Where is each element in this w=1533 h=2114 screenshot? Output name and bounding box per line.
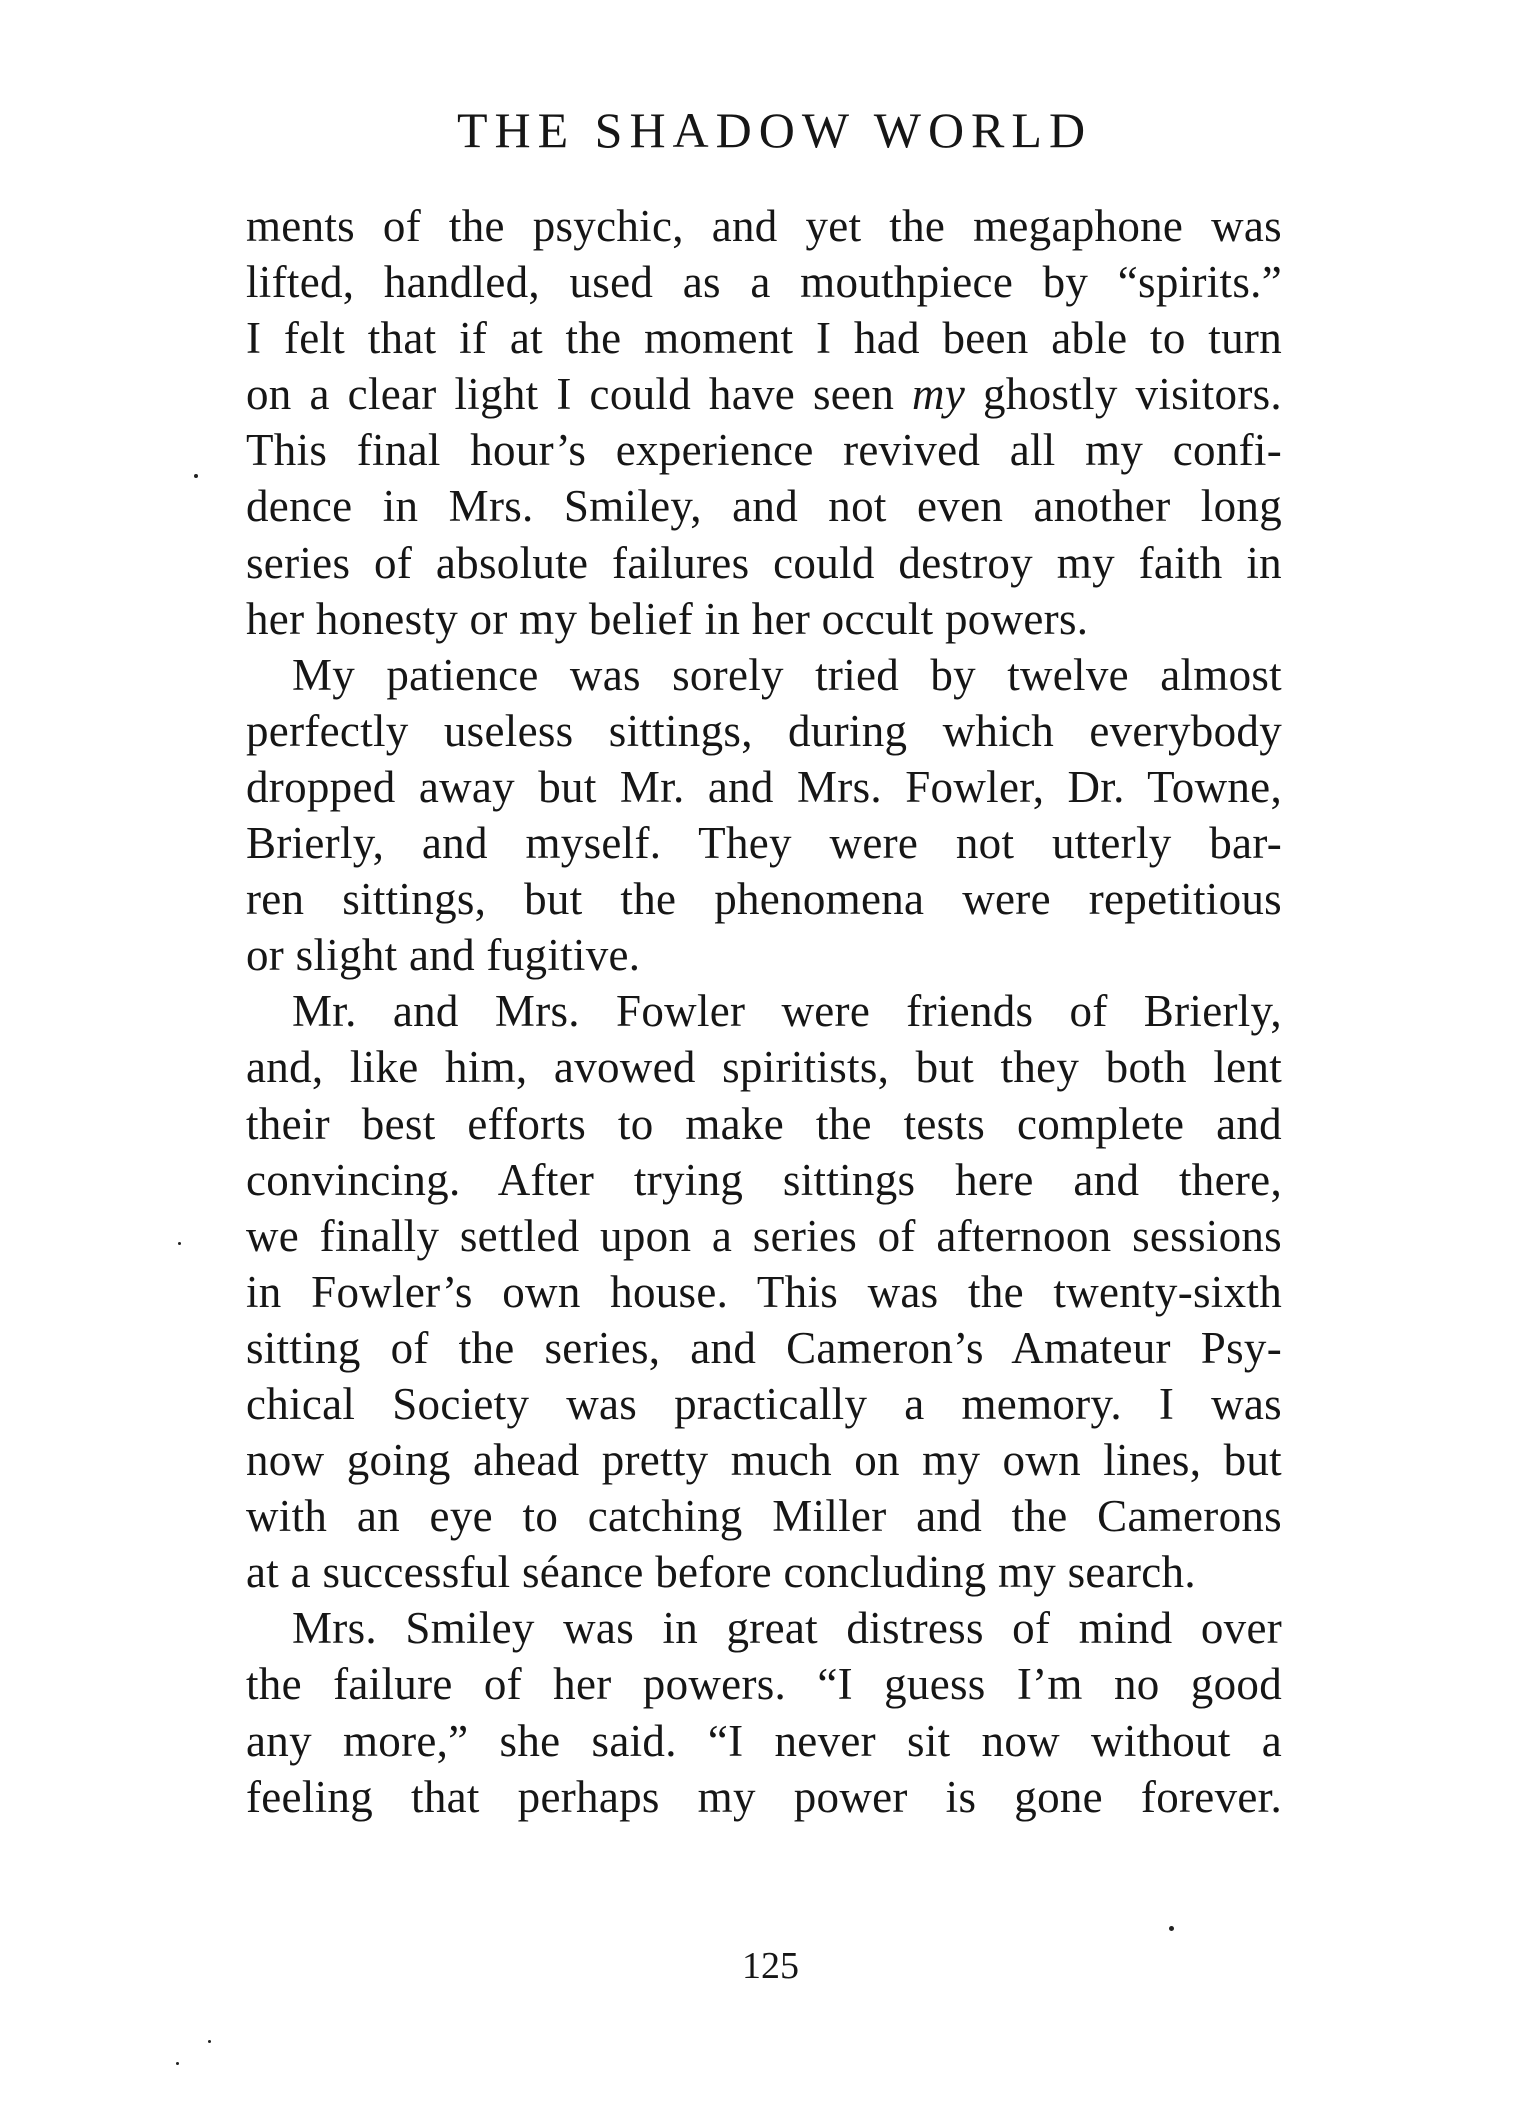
text-line: we finally settled upon a series of afternoon sessions [246,1210,1282,1261]
text-line: their best efforts to make the tests complete and [246,1098,1282,1149]
print-speck [176,2062,179,2065]
text-fragment: ghostly visitors. [965,369,1282,420]
text-line-with-italic [246,366,1282,422]
text-line: her honesty or my belief in her occult powers. [246,593,1089,644]
text-fragment: on a clear light I could have seen [246,369,913,420]
text-line: This final hour’s experience revived all my confi- [246,425,1282,476]
text-line: any more,” she said. “I never sit now without a [246,1715,1282,1766]
text-line: convincing. After trying sittings here and there, [246,1154,1282,1205]
text-line: feeling that perhaps my power is gone forever. [246,1771,1282,1822]
running-head: THE SHADOW WORLD [456,102,1093,158]
print-speck [194,474,198,478]
text-line: chical Society was practically a memory. I was [246,1378,1282,1429]
text-line: and, like him, avowed spiritists, but they both lent [246,1042,1282,1093]
text-line: with an eye to catching Miller and the Camerons [246,1491,1282,1542]
text-line: My patience was sorely tried by twelve almost [292,649,1282,700]
text-line: at a successful séance before concluding my search. [246,1547,1196,1598]
text-line: Mrs. Smiley was in great distress of mind over [292,1603,1282,1654]
page-number: 125 [742,1945,799,1987]
text-line: sitting of the series, and Cameron’s Amateur Psy- [246,1322,1282,1373]
text-line: the failure of her powers. “I guess I’m no good [246,1659,1282,1710]
text-line: in Fowler’s own house. This was the twenty-sixth [246,1266,1282,1317]
text-line: ments of the psychic, and yet the megaphone was [246,201,1282,251]
text-line: dence in Mrs. Smiley, and not even another long [246,481,1282,532]
text-line: Mr. and Mrs. Fowler were friends of Brierly, [292,986,1282,1037]
print-speck [1169,1926,1174,1931]
text-line: now going ahead pretty much on my own lines, but [246,1435,1282,1486]
text-line: Brierly, and myself. They were not utterly bar- [246,818,1282,869]
print-speck [208,2040,211,2043]
text-line: dropped away but Mr. and Mrs. Fowler, Dr. Towne, [246,761,1282,812]
text-line: or slight and fugitive. [246,930,641,981]
italic-word: my [912,369,966,420]
text-line: lifted, handled, used as a mouthpiece by “spirits.” [246,257,1282,308]
text-line: perfectly useless sittings, during which everybody [246,705,1282,756]
text-line: ren sittings, but the phenomena were repetitious [246,874,1282,925]
text-line: I felt that if at the moment I had been able to turn [246,313,1282,364]
body-text [246,198,1282,1825]
print-speck [178,1242,181,1245]
text-line: series of absolute failures could destroy my faith in [246,537,1282,588]
